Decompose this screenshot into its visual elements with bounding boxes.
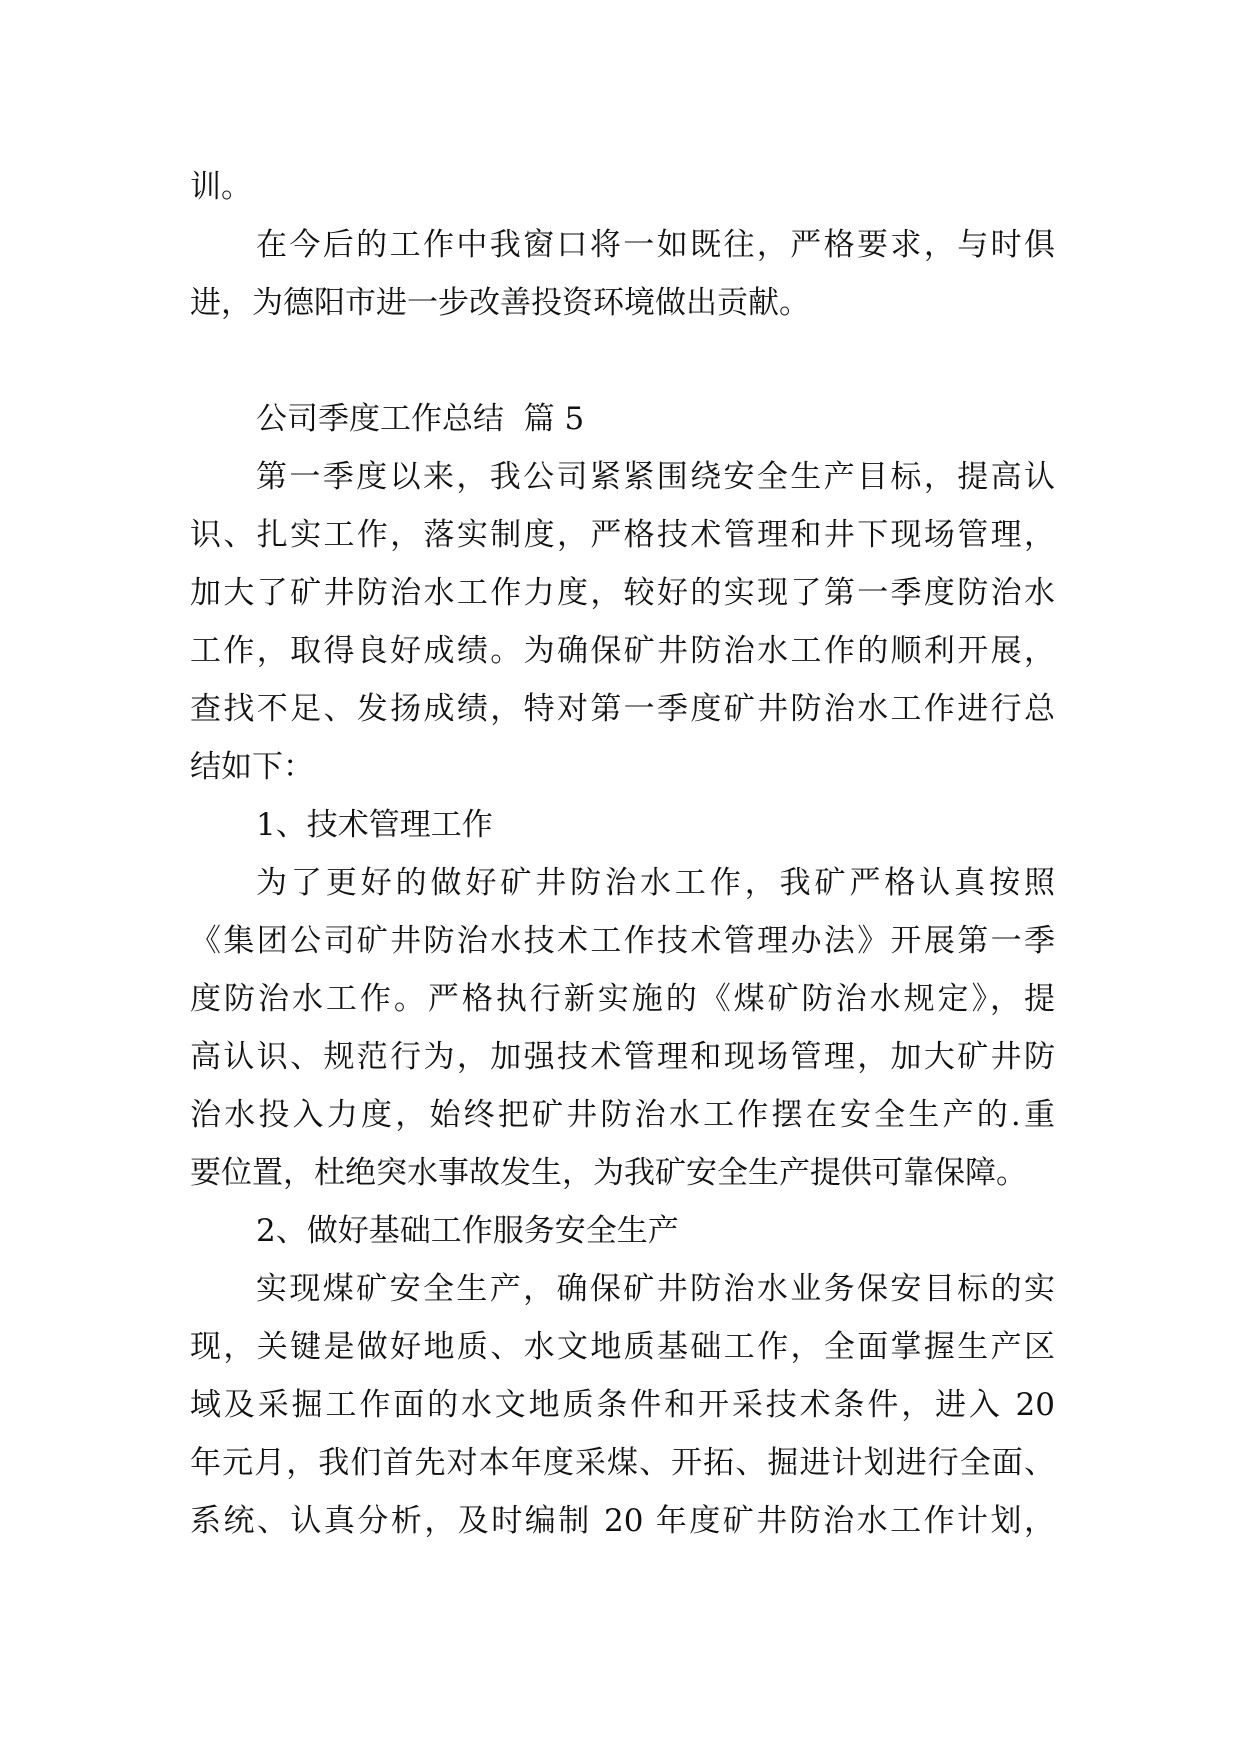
paragraph-section-2 xyxy=(190,1260,1055,1550)
text-line: 结如下： xyxy=(190,749,314,785)
text-line: 域及采掘工作面的水文地质条件和开采技术条件，进入 20 xyxy=(190,1387,1055,1423)
text-line: 实现煤矿安全生产，确保矿井防治水业务保安目标的实 xyxy=(256,1271,1055,1307)
text-line: 第一季度以来，我公司紧紧围绕安全生产目标，提高认 xyxy=(256,459,1055,495)
paragraph-section-1 xyxy=(190,854,1055,1202)
text-line: 年元月，我们首先对本年度采煤、开拓、掘进计划进行全面、 xyxy=(190,1445,1055,1481)
text-line: 现，关键是做好地质、水文地质基础工作，全面掌握生产区 xyxy=(190,1329,1055,1365)
text-line: 查找不足、发扬成绩，特对第一季度矿井防治水工作进行总 xyxy=(190,691,1055,727)
document-body xyxy=(190,158,1055,1550)
text-line: 系统、认真分析，及时编制 20 年度矿井防治水工作计划， xyxy=(190,1503,1055,1539)
subheading-2 xyxy=(190,1202,1055,1260)
paragraph-spacer xyxy=(190,332,1055,390)
text-line: 进，为德阳市进一步改善投资环境做出贡献。 xyxy=(190,285,810,321)
subheading-text: 1、技术管理工作 xyxy=(256,807,493,843)
paragraph-continuation xyxy=(190,158,1055,216)
paragraph-closing xyxy=(190,216,1055,332)
subheading-text: 2、做好基础工作服务安全生产 xyxy=(256,1213,679,1249)
text-line: 为了更好的做好矿井防治水工作，我矿严格认真按照 xyxy=(256,865,1055,901)
paragraph-intro xyxy=(190,448,1055,796)
text-line: 度防治水工作。严格执行新实施的《煤矿防治水规定》，提 xyxy=(190,981,1055,1017)
section-title xyxy=(190,390,1055,448)
text-line: 治水投入力度，始终把矿井防治水工作摆在安全生产的.重 xyxy=(190,1097,1055,1133)
text-line: 《集团公司矿井防治水技术工作技术管理办法》开展第一季 xyxy=(190,923,1055,959)
text-line: 高认识、规范行为，加强技术管理和现场管理，加大矿井防 xyxy=(190,1039,1055,1075)
text-line: 加大了矿井防治水工作力度，较好的实现了第一季度防治水 xyxy=(190,575,1055,611)
text-line: 训。 xyxy=(190,169,252,205)
text-line: 在今后的工作中我窗口将一如既往，严格要求，与时俱 xyxy=(256,227,1055,263)
text-line: 工作，取得良好成绩。为确保矿井防治水工作的顺利开展， xyxy=(190,633,1055,669)
text-line: 识、扎实工作，落实制度，严格技术管理和井下现场管理， xyxy=(190,517,1055,553)
section-title-text: 公司季度工作总结 篇 5 xyxy=(256,401,585,437)
subheading-1 xyxy=(190,796,1055,854)
text-line: 要位置，杜绝突水事故发生，为我矿安全生产提供可靠保障。 xyxy=(190,1155,1027,1191)
